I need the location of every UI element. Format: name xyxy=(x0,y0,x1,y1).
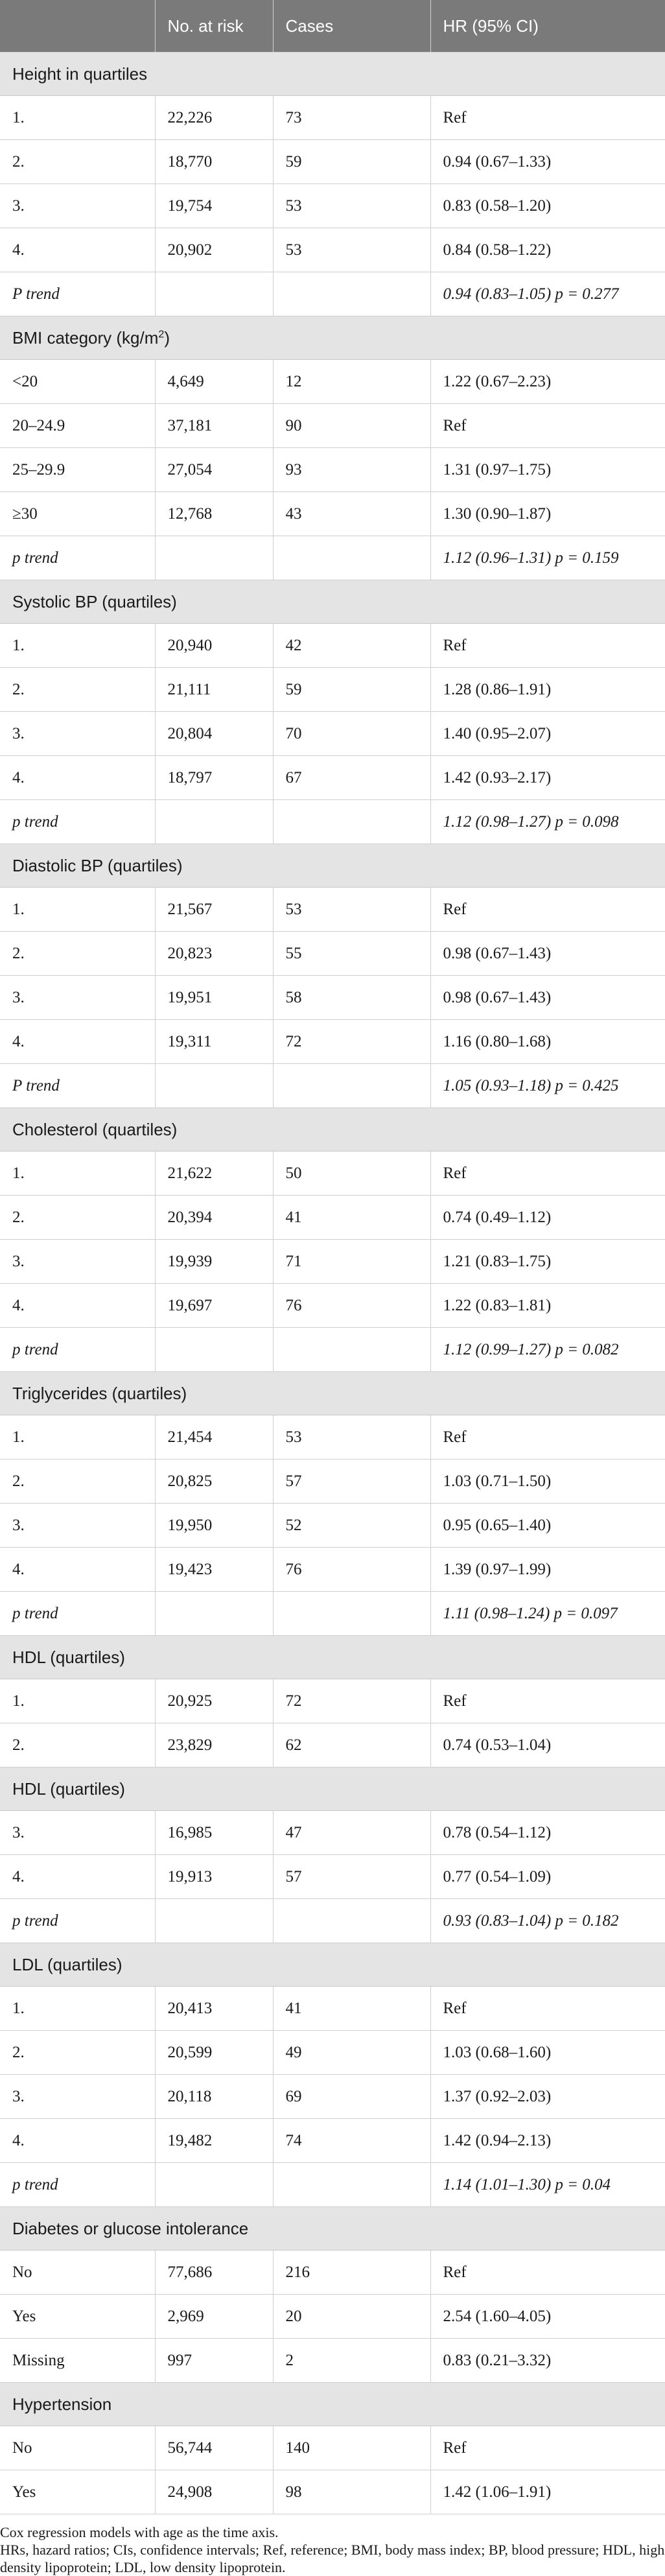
section-title-text: Triglycerides (quartiles) xyxy=(12,1383,187,1403)
hr-ci-cell: Ref xyxy=(430,404,665,448)
no-at-risk-cell: 27,054 xyxy=(155,448,273,492)
hr-ci-cell: 1.42 (0.94–2.13) xyxy=(430,2119,665,2163)
hr-ci-cell: 1.22 (0.83–1.81) xyxy=(430,1284,665,1328)
no-at-risk-cell: 19,697 xyxy=(155,1284,273,1328)
table-row xyxy=(0,1679,665,1723)
hr-ci-cell: 0.77 (0.54–1.09) xyxy=(430,1855,665,1899)
no-at-risk-cell xyxy=(155,1592,273,1636)
row-label-cell: ≥30 xyxy=(0,492,155,536)
cases-cell xyxy=(273,536,430,580)
hr-ci-cell: 0.78 (0.54–1.12) xyxy=(430,1811,665,1855)
section-title xyxy=(0,1636,665,1679)
no-at-risk-cell: 19,423 xyxy=(155,1548,273,1592)
table-row xyxy=(0,1415,665,1459)
hr-ci-cell: 1.16 (0.80–1.68) xyxy=(430,1020,665,1064)
cases-cell: 59 xyxy=(273,668,430,712)
header-cell-hr: HR (95% CI) xyxy=(430,0,665,53)
cases-cell: 20 xyxy=(273,2295,430,2339)
no-at-risk-cell: 19,311 xyxy=(155,1020,273,1064)
table-row xyxy=(0,1328,665,1372)
row-label-cell: 3. xyxy=(0,1811,155,1855)
no-at-risk-cell xyxy=(155,800,273,844)
no-at-risk-cell: 21,567 xyxy=(155,888,273,932)
row-label-cell: 4. xyxy=(0,228,155,272)
row-label-cell: 3. xyxy=(0,1240,155,1284)
no-at-risk-cell: 19,951 xyxy=(155,976,273,1020)
table-row xyxy=(0,712,665,756)
row-label-cell: 1. xyxy=(0,1415,155,1459)
section-header-row xyxy=(0,580,665,624)
cases-cell: 41 xyxy=(273,1987,430,2031)
row-label-cell: 4. xyxy=(0,1020,155,1064)
cases-cell: 58 xyxy=(273,976,430,1020)
section-title-text: Diastolic BP (quartiles) xyxy=(12,855,183,875)
hr-ci-cell: Ref xyxy=(430,2251,665,2295)
hr-ci-cell: Ref xyxy=(430,1152,665,1196)
no-at-risk-cell: 24,908 xyxy=(155,2470,273,2514)
table-row xyxy=(0,668,665,712)
cases-cell: 41 xyxy=(273,1196,430,1240)
no-at-risk-cell: 20,599 xyxy=(155,2031,273,2075)
hr-ci-cell: 2.54 (1.60–4.05) xyxy=(430,2295,665,2339)
row-label-cell: 4. xyxy=(0,1548,155,1592)
hr-ci-cell: 1.12 (0.98–1.27) p = 0.098 xyxy=(430,800,665,844)
no-at-risk-cell xyxy=(155,1328,273,1372)
table-row xyxy=(0,272,665,316)
section-title-text: Cholesterol (quartiles) xyxy=(12,1119,178,1139)
cases-cell xyxy=(273,1328,430,1372)
row-label-cell: 2. xyxy=(0,1196,155,1240)
hr-ci-cell: 0.94 (0.83–1.05) p = 0.277 xyxy=(430,272,665,316)
no-at-risk-cell: 20,394 xyxy=(155,1196,273,1240)
cases-cell: 55 xyxy=(273,932,430,976)
section-title xyxy=(0,2207,665,2251)
no-at-risk-cell: 20,925 xyxy=(155,1679,273,1723)
hr-ci-cell: 0.74 (0.49–1.12) xyxy=(430,1196,665,1240)
row-label-cell: P trend xyxy=(0,272,155,316)
row-label-cell: P trend xyxy=(0,1064,155,1108)
hr-ci-cell: 1.03 (0.71–1.50) xyxy=(430,1459,665,1504)
row-label-cell: Missing xyxy=(0,2339,155,2383)
table-row xyxy=(0,1987,665,2031)
table-row xyxy=(0,536,665,580)
row-label-cell: 4. xyxy=(0,1284,155,1328)
table-row xyxy=(0,1240,665,1284)
no-at-risk-cell xyxy=(155,272,273,316)
section-header-row xyxy=(0,1372,665,1415)
hr-ci-cell: 1.42 (1.06–1.91) xyxy=(430,2470,665,2514)
section-title xyxy=(0,844,665,888)
row-label-cell: p trend xyxy=(0,536,155,580)
cases-cell: 72 xyxy=(273,1679,430,1723)
cases-cell: 140 xyxy=(273,2426,430,2470)
cases-cell: 93 xyxy=(273,448,430,492)
table-header-row xyxy=(0,0,665,53)
row-label-cell: 3. xyxy=(0,712,155,756)
row-label-cell: 1. xyxy=(0,1679,155,1723)
no-at-risk-cell: 19,913 xyxy=(155,1855,273,1899)
hr-ci-cell: 0.95 (0.65–1.40) xyxy=(430,1504,665,1548)
no-at-risk-cell: 21,111 xyxy=(155,668,273,712)
row-label-cell: 3. xyxy=(0,184,155,228)
row-label-cell: 2. xyxy=(0,668,155,712)
cases-cell: 74 xyxy=(273,2119,430,2163)
no-at-risk-cell: 19,754 xyxy=(155,184,273,228)
no-at-risk-cell: 21,622 xyxy=(155,1152,273,1196)
no-at-risk-cell: 20,823 xyxy=(155,932,273,976)
row-label-cell: 2. xyxy=(0,932,155,976)
cases-cell xyxy=(273,1064,430,1108)
table-row xyxy=(0,1152,665,1196)
table-row xyxy=(0,2119,665,2163)
no-at-risk-cell: 77,686 xyxy=(155,2251,273,2295)
section-title xyxy=(0,316,665,360)
hr-ci-cell: 1.03 (0.68–1.60) xyxy=(430,2031,665,2075)
no-at-risk-cell: 20,940 xyxy=(155,624,273,668)
section-title xyxy=(0,1767,665,1811)
section-header-row xyxy=(0,844,665,888)
hr-ci-cell: Ref xyxy=(430,2426,665,2470)
section-title xyxy=(0,1372,665,1415)
row-label-cell: <20 xyxy=(0,360,155,404)
table-row xyxy=(0,1064,665,1108)
no-at-risk-cell: 2,969 xyxy=(155,2295,273,2339)
table-row xyxy=(0,2031,665,2075)
section-title xyxy=(0,1943,665,1987)
row-label-cell: p trend xyxy=(0,800,155,844)
cases-cell: 53 xyxy=(273,228,430,272)
table-row xyxy=(0,228,665,272)
cases-cell xyxy=(273,2163,430,2207)
table-row xyxy=(0,184,665,228)
footnote: HRs, hazard ratios; CIs, confidence intervals; Ref, reference; BMI, body mass index; BP, blood pressure; HDL, high density lipoprotein; LDL, low density lipoprotein. xyxy=(0,2542,665,2575)
hr-ci-cell: Ref xyxy=(430,1415,665,1459)
cases-cell: 53 xyxy=(273,184,430,228)
no-at-risk-cell: 23,829 xyxy=(155,1723,273,1767)
section-title xyxy=(0,1108,665,1152)
hr-ci-cell: 1.37 (0.92–2.03) xyxy=(430,2075,665,2119)
hr-ci-cell: 0.84 (0.58–1.22) xyxy=(430,228,665,272)
no-at-risk-cell: 16,985 xyxy=(155,1811,273,1855)
row-label-cell: No xyxy=(0,2251,155,2295)
hr-ci-cell: Ref xyxy=(430,888,665,932)
table-row xyxy=(0,1020,665,1064)
cases-cell: 72 xyxy=(273,1020,430,1064)
hr-ci-cell: 1.30 (0.90–1.87) xyxy=(430,492,665,536)
row-label-cell: 25–29.9 xyxy=(0,448,155,492)
row-label-cell: 1. xyxy=(0,96,155,140)
section-header-row xyxy=(0,2383,665,2426)
row-label-cell: 2. xyxy=(0,1459,155,1504)
table-row xyxy=(0,1284,665,1328)
cases-cell: 216 xyxy=(273,2251,430,2295)
table-row xyxy=(0,2426,665,2470)
row-label-cell: 1. xyxy=(0,624,155,668)
row-label-cell: Yes xyxy=(0,2470,155,2514)
table-row xyxy=(0,1196,665,1240)
table-row xyxy=(0,2251,665,2295)
no-at-risk-cell: 997 xyxy=(155,2339,273,2383)
cases-cell: 2 xyxy=(273,2339,430,2383)
hr-ci-cell: Ref xyxy=(430,1679,665,1723)
hr-ci-cell: 1.40 (0.95–2.07) xyxy=(430,712,665,756)
section-title xyxy=(0,53,665,96)
section-header-row xyxy=(0,2207,665,2251)
table-row xyxy=(0,800,665,844)
cases-cell: 70 xyxy=(273,712,430,756)
no-at-risk-cell: 19,950 xyxy=(155,1504,273,1548)
row-label-cell: 1. xyxy=(0,888,155,932)
row-label-cell: p trend xyxy=(0,1899,155,1943)
table-row xyxy=(0,2295,665,2339)
table-row xyxy=(0,96,665,140)
hr-ci-cell: 1.12 (0.99–1.27) p = 0.082 xyxy=(430,1328,665,1372)
table-row xyxy=(0,2075,665,2119)
no-at-risk-cell: 20,413 xyxy=(155,1987,273,2031)
hr-ci-cell: 0.98 (0.67–1.43) xyxy=(430,976,665,1020)
no-at-risk-cell: 37,181 xyxy=(155,404,273,448)
row-label-cell: p trend xyxy=(0,2163,155,2207)
no-at-risk-cell: 19,482 xyxy=(155,2119,273,2163)
no-at-risk-cell: 4,649 xyxy=(155,360,273,404)
row-label-cell: 2. xyxy=(0,1723,155,1767)
cases-cell: 73 xyxy=(273,96,430,140)
section-title-text: Systolic BP (quartiles) xyxy=(12,591,177,611)
hr-ci-cell: 0.83 (0.21–3.32) xyxy=(430,2339,665,2383)
section-title-text: HDL (quartiles) xyxy=(12,1778,125,1799)
cases-cell: 62 xyxy=(273,1723,430,1767)
section-header-row xyxy=(0,316,665,360)
hr-ci-cell: 1.21 (0.83–1.75) xyxy=(430,1240,665,1284)
cases-cell xyxy=(273,1899,430,1943)
cases-cell: 57 xyxy=(273,1459,430,1504)
section-title-text: BMI category (kg/m xyxy=(12,327,159,348)
hr-ci-cell: 0.94 (0.67–1.33) xyxy=(430,140,665,184)
table-row xyxy=(0,404,665,448)
row-label-cell: 4. xyxy=(0,1855,155,1899)
no-at-risk-cell: 12,768 xyxy=(155,492,273,536)
section-title-superscript: 2 xyxy=(158,328,165,340)
table-row xyxy=(0,492,665,536)
table-row xyxy=(0,140,665,184)
hr-ci-cell: 1.42 (0.93–2.17) xyxy=(430,756,665,800)
no-at-risk-cell: 20,118 xyxy=(155,2075,273,2119)
header-cell-at-risk: No. at risk xyxy=(155,0,273,53)
table-row xyxy=(0,1548,665,1592)
no-at-risk-cell xyxy=(155,536,273,580)
no-at-risk-cell xyxy=(155,1064,273,1108)
cases-cell: 67 xyxy=(273,756,430,800)
row-label-cell: 2. xyxy=(0,140,155,184)
row-label-cell: 1. xyxy=(0,1152,155,1196)
cases-cell: 76 xyxy=(273,1548,430,1592)
row-label-cell: No xyxy=(0,2426,155,2470)
no-at-risk-cell: 20,825 xyxy=(155,1459,273,1504)
row-label-cell: 3. xyxy=(0,1504,155,1548)
section-title xyxy=(0,2383,665,2426)
cases-cell: 57 xyxy=(273,1855,430,1899)
hr-ci-cell: Ref xyxy=(430,624,665,668)
row-label-cell: 2. xyxy=(0,2031,155,2075)
section-header-row xyxy=(0,1108,665,1152)
section-title-suffix: ) xyxy=(164,327,170,348)
no-at-risk-cell xyxy=(155,1899,273,1943)
row-label-cell: p trend xyxy=(0,1592,155,1636)
cases-cell: 49 xyxy=(273,2031,430,2075)
no-at-risk-cell: 56,744 xyxy=(155,2426,273,2470)
row-label-cell: 3. xyxy=(0,2075,155,2119)
section-title xyxy=(0,580,665,624)
table-row xyxy=(0,2470,665,2514)
row-label-cell: Yes xyxy=(0,2295,155,2339)
section-header-row xyxy=(0,53,665,96)
cases-cell: 52 xyxy=(273,1504,430,1548)
cases-cell: 50 xyxy=(273,1152,430,1196)
row-label-cell: 3. xyxy=(0,976,155,1020)
table-row xyxy=(0,976,665,1020)
no-at-risk-cell xyxy=(155,2163,273,2207)
section-header-row xyxy=(0,1943,665,1987)
no-at-risk-cell: 22,226 xyxy=(155,96,273,140)
table-row xyxy=(0,1459,665,1504)
section-title-text: Diabetes or glucose intolerance xyxy=(12,2218,249,2238)
no-at-risk-cell: 21,454 xyxy=(155,1415,273,1459)
row-label-cell: p trend xyxy=(0,1328,155,1372)
hr-ci-cell: 1.12 (0.96–1.31) p = 0.159 xyxy=(430,536,665,580)
hr-ci-cell: 1.14 (1.01–1.30) p = 0.04 xyxy=(430,2163,665,2207)
hr-ci-cell: 0.74 (0.53–1.04) xyxy=(430,1723,665,1767)
cases-cell: 76 xyxy=(273,1284,430,1328)
row-label-cell: 4. xyxy=(0,756,155,800)
table-row xyxy=(0,1811,665,1855)
hr-ci-cell: 1.31 (0.97–1.75) xyxy=(430,448,665,492)
cases-cell: 12 xyxy=(273,360,430,404)
cases-cell: 53 xyxy=(273,888,430,932)
section-title-text: HDL (quartiles) xyxy=(12,1647,125,1667)
cases-cell: 71 xyxy=(273,1240,430,1284)
table-row xyxy=(0,1592,665,1636)
section-title-text: Hypertension xyxy=(12,2394,112,2414)
section-title-text: Height in quartiles xyxy=(12,64,148,84)
table-row xyxy=(0,2339,665,2383)
table-row xyxy=(0,1855,665,1899)
header-cell-cases: Cases xyxy=(273,0,430,53)
cases-cell xyxy=(273,272,430,316)
table-row xyxy=(0,448,665,492)
hr-ci-cell: Ref xyxy=(430,1987,665,2031)
table-row xyxy=(0,2163,665,2207)
table-row xyxy=(0,756,665,800)
cases-cell: 43 xyxy=(273,492,430,536)
table-row xyxy=(0,888,665,932)
table-row xyxy=(0,360,665,404)
table-row xyxy=(0,1504,665,1548)
cases-cell: 90 xyxy=(273,404,430,448)
cases-cell: 47 xyxy=(273,1811,430,1855)
cases-cell: 42 xyxy=(273,624,430,668)
cases-cell: 59 xyxy=(273,140,430,184)
no-at-risk-cell: 18,770 xyxy=(155,140,273,184)
hr-ci-cell: 1.22 (0.67–2.23) xyxy=(430,360,665,404)
section-title-text: LDL (quartiles) xyxy=(12,1954,122,1974)
section-header-row xyxy=(0,1767,665,1811)
cases-cell xyxy=(273,1592,430,1636)
row-label-cell: 1. xyxy=(0,1987,155,2031)
table-row xyxy=(0,932,665,976)
cases-cell: 69 xyxy=(273,2075,430,2119)
section-header-row xyxy=(0,1636,665,1679)
hr-ci-cell: 1.11 (0.98–1.24) p = 0.097 xyxy=(430,1592,665,1636)
hr-ci-cell: 0.93 (0.83–1.04) p = 0.182 xyxy=(430,1899,665,1943)
hr-ci-cell: 1.05 (0.93–1.18) p = 0.425 xyxy=(430,1064,665,1108)
hr-ci-cell: 0.83 (0.58–1.20) xyxy=(430,184,665,228)
hr-ci-cell: 1.28 (0.86–1.91) xyxy=(430,668,665,712)
cases-cell xyxy=(273,800,430,844)
hr-ci-cell: 1.39 (0.97–1.99) xyxy=(430,1548,665,1592)
hr-ci-cell: Ref xyxy=(430,96,665,140)
no-at-risk-cell: 19,939 xyxy=(155,1240,273,1284)
table-row xyxy=(0,1899,665,1943)
table-row xyxy=(0,624,665,668)
no-at-risk-cell: 20,804 xyxy=(155,712,273,756)
row-label-cell: 4. xyxy=(0,2119,155,2163)
table-row xyxy=(0,1723,665,1767)
row-label-cell: 20–24.9 xyxy=(0,404,155,448)
header-cell-label xyxy=(0,0,155,53)
hr-ci-cell: 0.98 (0.67–1.43) xyxy=(430,932,665,976)
footnote: Cox regression models with age as the time axis. xyxy=(0,2524,279,2540)
cases-cell: 98 xyxy=(273,2470,430,2514)
cases-cell: 53 xyxy=(273,1415,430,1459)
no-at-risk-cell: 18,797 xyxy=(155,756,273,800)
no-at-risk-cell: 20,902 xyxy=(155,228,273,272)
